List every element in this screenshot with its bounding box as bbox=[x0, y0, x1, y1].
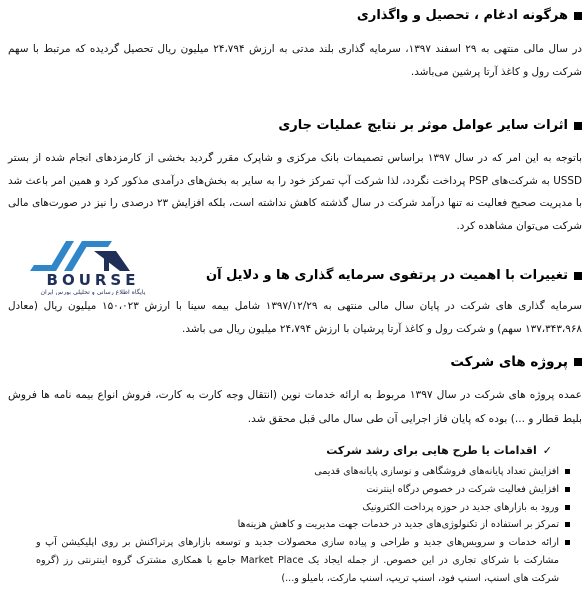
projects-heading-text: پروژه های شرکت bbox=[450, 354, 568, 370]
square-bullet-icon bbox=[565, 540, 570, 545]
other-factors-heading-text: اثرات سایر عوامل موثر بر نتایج عملیات جاری bbox=[278, 118, 568, 133]
portfolio-changes-heading bbox=[206, 268, 582, 283]
growth-plans-subheading-text: اقدامات یا طرح هایی برای رشد شرکت bbox=[326, 444, 537, 457]
merger-paragraph: در سال مالی منتهی به ۲۹ اسفند ۱۳۹۷، سرمایه گذاری بلند مدتی به ارزش ۲۴،۷۹۴ میلیون ریال تحصیل گردیده که مرتبط با سهم شرکت رول و کاغذ آرتا پرشین می‌باشد. bbox=[8, 43, 583, 78]
logo-mark bbox=[30, 241, 130, 271]
portfolio-changes-heading-text: تغییرات با اهمیت در پرتفوی سرمایه گذاری ها و دلایل آن bbox=[206, 268, 568, 283]
list-item: تمرکز بر استفاده از تکنولوژی‌های جدید در خدمات جهت مدیریت و کاهش هزینه‌ها bbox=[36, 516, 570, 534]
square-bullet-icon bbox=[574, 358, 582, 366]
merger-heading bbox=[357, 8, 582, 23]
square-bullet-icon bbox=[574, 272, 582, 280]
list-item: ارائه خدمات و سرویس‌های جدید و طراحی و پیاده سازی محصولات جدید و توسعه بازارهای پرتراکنش بر روی اپلیکیشن آپ و مشارکت با شرکای تجاری در این خصوص. از جمله ایجاد یک Market Place جامع با همکاری مشترک گروه اینترنتی رز (گروه شرکت های اسنپ، اسنپ فود، اسنپ تریپ، اسنپ مارکت، بامیلو و...) bbox=[36, 534, 570, 587]
bourse-logo bbox=[8, 237, 178, 295]
projects-paragraph: عمده پروژه های شرکت در سال ۱۳۹۷ مربوط به ارائه خدمات نوین (انتقال وجه کارت به کارت، فروش انواع بیمه نامه ها فروش بلیط قطار و ...) بوده که پایان فاز اجرایی آن طی سال مالی قبل محقق شد. bbox=[8, 389, 582, 425]
square-bullet-icon bbox=[574, 12, 582, 20]
other-factors-heading bbox=[278, 118, 582, 133]
logo-tagline: پایگاه اطلاع رسانی و تحلیلی بورس ایران bbox=[40, 289, 146, 295]
other-factors-paragraph: باتوجه به این امر که در سال ۱۳۹۷ براساس تصمیمات بانک مرکزی و شاپرک مقرر گردید بخشی از کارمزدهای انجام شده از بستر USSD به شرکت‌های PSP پرداخت نگردد، لذا شرکت آپ تمرکز خود را به سایر به بخش‌های درآمدی مذکور کرد و همین امر باعث شد با مدیریت صحیح فعالیت نه تنها درآمد شرکت در سال گذشته کاهش نداشته است، بلکه افزایش ۲۳ درصدی را نیز در صورت‌های مالی شرکت می‌توان مشاهده کرد. bbox=[8, 152, 583, 232]
check-mark-icon: ✓ bbox=[542, 444, 552, 457]
logo-word: BOURSE bbox=[46, 271, 140, 289]
list-item: افزایش فعالیت شرکت در خصوص درگاه اینترنت bbox=[36, 481, 570, 499]
merger-heading-text: هرگونه ادغام ، تحصیل و واگذاری bbox=[356, 8, 568, 23]
square-bullet-icon bbox=[565, 469, 570, 474]
square-bullet-icon bbox=[565, 522, 570, 527]
square-bullet-icon bbox=[565, 505, 570, 510]
square-bullet-icon bbox=[574, 122, 582, 130]
list-item: افزایش تعداد پایانه‌های فروشگاهی و نوسازی پایانه‌های قدیمی bbox=[36, 463, 570, 481]
growth-plans-subheading bbox=[326, 444, 552, 457]
portfolio-changes-paragraph: سرمایه گذاری های شرکت در پایان سال مالی منتهی به ۱۳۹۷/۱۲/۲۹ شامل بیمه سینا با ارزش ۱۵۰،۰۲۳ میلیون ریال (معادل ۱۳۷،۳۴۳،۹۶۸ سهم) و شرکت رول و کاغذ آرتا پرشیان با ارزش ۲۴،۷۹۴ میلیون ریال می باشد. bbox=[8, 300, 582, 335]
square-bullet-icon bbox=[565, 487, 570, 492]
growth-plans-list bbox=[36, 463, 570, 588]
projects-heading bbox=[450, 354, 582, 370]
list-item: ورود به بازارهای جدید در حوزه پرداخت الکترونیک bbox=[36, 499, 570, 517]
